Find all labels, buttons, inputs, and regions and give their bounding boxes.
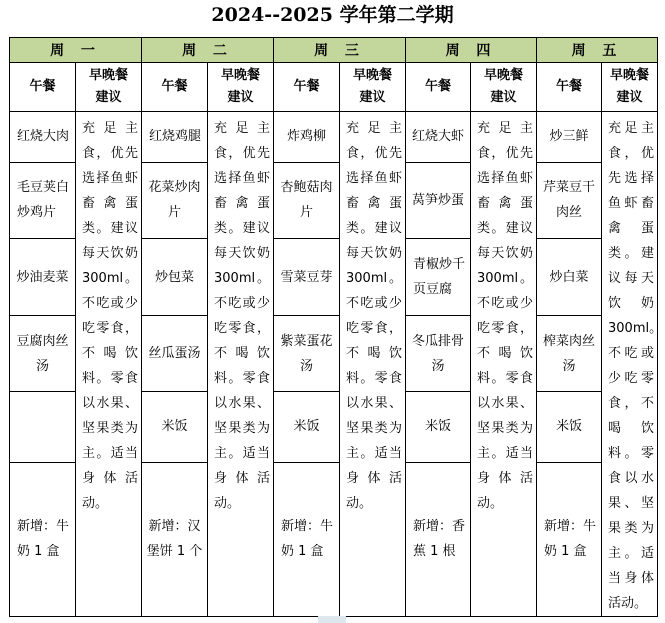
lunch-dish: 青椒炒千页豆腐	[406, 239, 471, 316]
meal-advice: 充足主食，优先选择鱼虾畜禽蛋类。建议每天饮奶300ml。不吃或少吃零食，不喝饮料。零食以水果、坚果类为主。适当身体活动。	[76, 112, 142, 617]
scroll-indicator	[318, 616, 346, 623]
advice-header: 早晚餐 建议	[208, 63, 274, 112]
lunch-dish: 毛豆荚白炒鸡片	[10, 162, 76, 238]
lunch-dish: 冬瓜排骨汤	[406, 316, 471, 392]
lunch-dish: 炒油麦菜	[10, 239, 76, 316]
day-header-tue: 周 二	[142, 38, 274, 63]
lunch-dish: 雪菜豆芽	[274, 239, 340, 316]
advice-header: 早晚餐 建议	[76, 63, 142, 112]
column-header-row	[10, 63, 658, 112]
advice-header: 早晚餐 建议	[471, 63, 537, 112]
lunch-dish: 莴笋炒蛋	[406, 162, 471, 238]
lunch-dish: 丝瓜蛋汤	[142, 316, 208, 392]
lunch-dish: 炒白菜	[537, 239, 602, 316]
lunch-header: 午餐	[274, 63, 340, 112]
extra-item: 新增：香蕉 1 根	[406, 462, 471, 616]
lunch-dish: 红烧鸡腿	[142, 112, 208, 163]
lunch-dish: 炒包菜	[142, 239, 208, 316]
meal-advice: 充足主食，优先选择鱼虾畜禽蛋类。建议每天饮奶300ml。不吃或少吃零食，不喝饮料。零食以水果、坚果类为主。适当身体活动。	[340, 112, 406, 617]
day-header-fri: 周 五	[537, 38, 658, 63]
day-header-row	[10, 38, 658, 63]
lunch-dish: 花菜炒肉片	[142, 162, 208, 238]
lunch-dish: 杏鲍菇肉片	[274, 162, 340, 238]
lunch-dish: 炒三鲜	[537, 112, 602, 163]
meal-advice: 充足主食，优先选择鱼虾畜禽蛋类。建议每天饮奶300ml。不吃或少吃零食，不喝饮料。零食以水果、坚果类为主。适当身体活动。	[208, 112, 274, 617]
menu-row-1	[10, 112, 658, 163]
lunch-header: 午餐	[142, 63, 208, 112]
lunch-dish: 红烧大肉	[10, 112, 76, 163]
lunch-dish: 米饭	[142, 392, 208, 462]
page-title: 2024--2025 学年第二学期	[211, 4, 454, 26]
lunch-dish	[10, 392, 76, 462]
lunch-header: 午餐	[537, 63, 602, 112]
meal-advice: 充足主食，优先选择鱼虾畜禽蛋类。建议每天饮奶300ml。不吃或少吃零食，不喝饮料。零食以水果、坚果类为主。适当身体活动。	[602, 112, 658, 617]
lunch-dish: 米饭	[406, 392, 471, 462]
lunch-dish: 紫菜蛋花汤	[274, 316, 340, 392]
lunch-dish: 红烧大虾	[406, 112, 471, 163]
extra-item: 新增：汉堡饼 1 个	[142, 462, 208, 616]
lunch-header: 午餐	[406, 63, 471, 112]
day-header-thu: 周 四	[406, 38, 537, 63]
extra-item: 新增：牛奶 1 盒	[537, 462, 602, 616]
lunch-dish: 炸鸡柳	[274, 112, 340, 163]
advice-header: 早晚餐 建议	[602, 63, 658, 112]
meal-advice: 充足主食，优先选择鱼虾畜禽蛋类。建议每天饮奶300ml。不吃或少吃零食，不喝饮料。零食以水果、坚果类为主。适当身体活动。	[471, 112, 537, 617]
menu-table	[9, 37, 663, 617]
extra-item: 新增：牛奶 1 盒	[274, 462, 340, 616]
lunch-dish: 芹菜豆干肉丝	[537, 162, 602, 238]
day-header-mon: 周 一	[10, 38, 142, 63]
extra-item: 新增：牛奶 1 盒	[10, 462, 76, 616]
lunch-dish: 榨菜肉丝汤	[537, 316, 602, 392]
lunch-header: 午餐	[10, 63, 76, 112]
day-header-wed: 周 三	[274, 38, 406, 63]
advice-header: 早晚餐 建议	[340, 63, 406, 112]
lunch-dish: 豆腐肉丝汤	[10, 316, 76, 392]
lunch-dish: 米饭	[274, 392, 340, 462]
lunch-dish: 米饭	[537, 392, 602, 462]
